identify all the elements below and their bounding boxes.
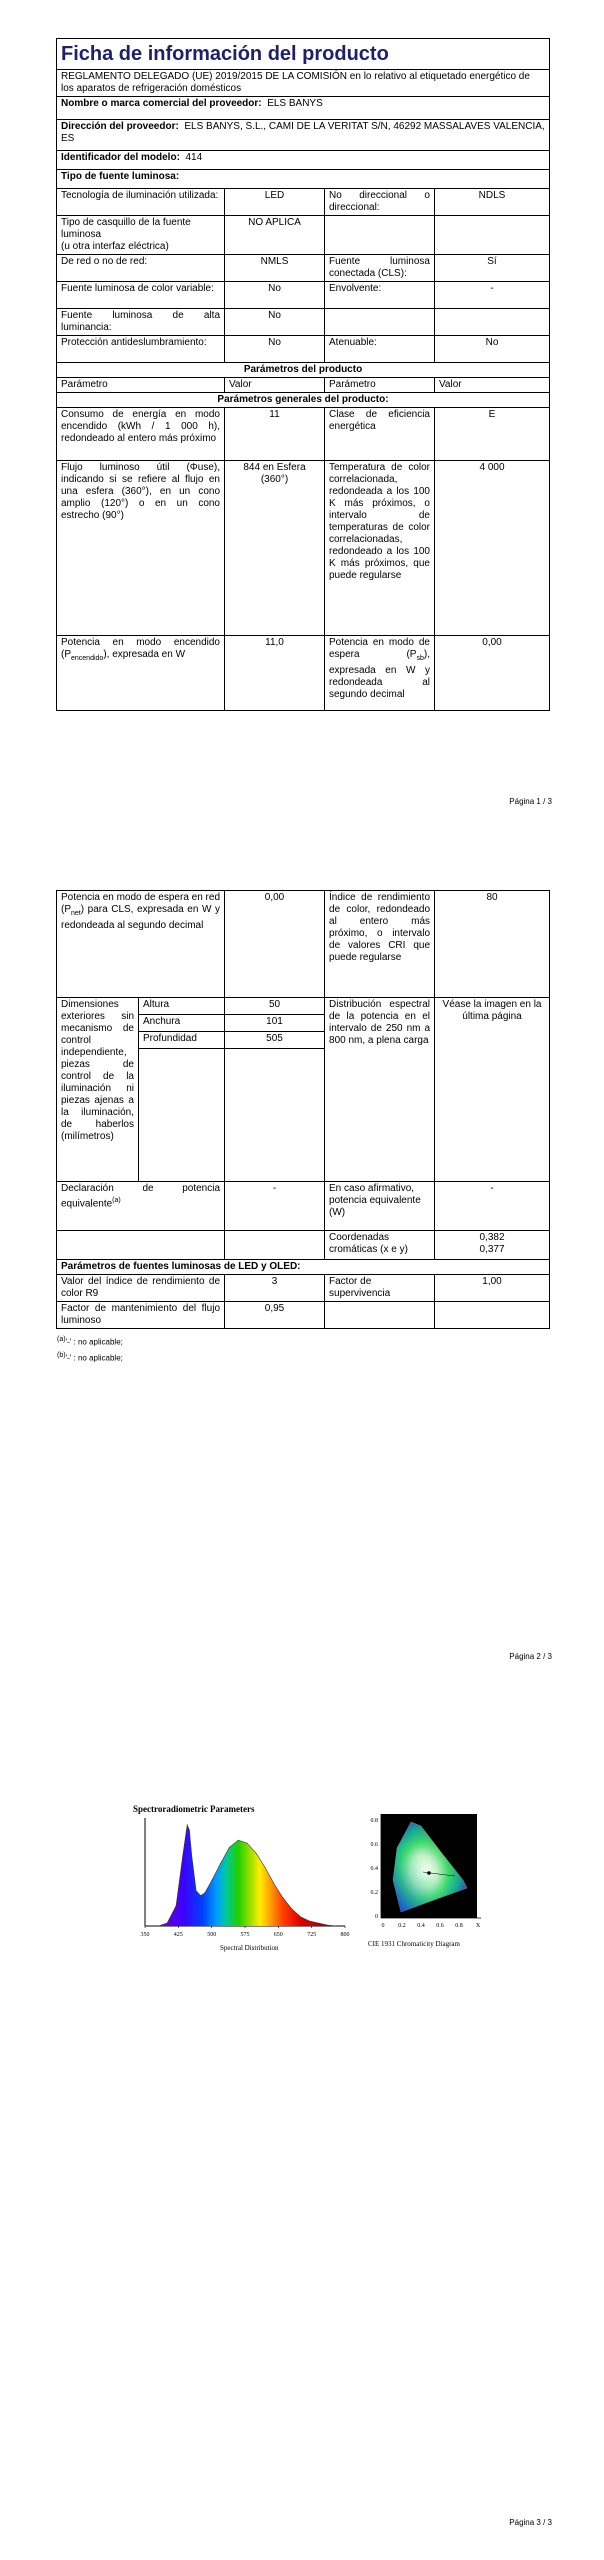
spectrum-point xyxy=(318,1923,319,1924)
spectrum-point xyxy=(158,1926,159,1927)
spectral-label: Distribución espectral de la potencia en el intervalo de 250 nm a 800 nm, a plena carga xyxy=(325,998,435,1182)
dimmable-label: Atenuable: xyxy=(325,336,435,363)
spectrum-title: Spectroradiometric Parameters xyxy=(133,1804,255,1814)
cie-x-tick-label: 0.6 xyxy=(436,1923,444,1929)
footnote-b xyxy=(57,1350,123,1365)
lumen-maint-label: Factor de mantenimiento del flujo luminoso xyxy=(57,1302,225,1329)
page-number: Página 3 / 3 xyxy=(509,2518,552,2527)
col-value-header-2: Valor xyxy=(435,378,550,393)
empty-cell xyxy=(139,1049,225,1182)
footnote-a-text: '-' : no aplicable; xyxy=(65,1337,123,1347)
page-title: Ficha de información del producto xyxy=(57,39,550,70)
cie-caption: CIE 1931 Chromaticity Diagram xyxy=(368,1940,460,1948)
general-params-heading: Parámetros generales del producto: xyxy=(57,393,550,408)
cap-label-text: Tipo de casquillo de la fuente luminosa xyxy=(61,217,191,240)
chromaticity-point xyxy=(427,1871,431,1875)
footnote-a-mark: (a) xyxy=(57,1336,66,1343)
empty-cell xyxy=(435,216,550,255)
light-source-heading: Tipo de fuente luminosa: xyxy=(57,170,550,189)
high-luminance-label: Fuente luminosa de alta luminancia: xyxy=(57,309,225,336)
net-standby-label xyxy=(57,891,225,998)
supplier-address-label: Dirección del proveedor: xyxy=(61,121,179,132)
chroma-x: 0,382 xyxy=(479,1232,505,1243)
spectrum-point xyxy=(189,1830,190,1831)
cie-y-tick-label: 0.6 xyxy=(370,1842,378,1848)
x-tick-label: 725 xyxy=(307,1932,317,1938)
energy-value: 11 xyxy=(225,408,325,461)
spectrum-point xyxy=(220,1863,221,1864)
cie-x-tick-label: 0 xyxy=(381,1923,385,1929)
cie-y-tick-label: 0.8 xyxy=(370,1818,378,1824)
cie-y-tick-label: 0 xyxy=(375,1914,378,1920)
colour-value: No xyxy=(225,282,325,309)
equiv-w-label: En caso afirmativo, potencia equivalente (W) xyxy=(325,1182,435,1231)
spectrum-point xyxy=(336,1926,337,1927)
net-standby-label-text: Potencia en modo de espera en red (P xyxy=(61,892,221,915)
power-on-value: 11,0 xyxy=(225,636,325,711)
empty-cell xyxy=(325,216,435,255)
cap-value: NO APLICA xyxy=(225,216,325,255)
empty-cell xyxy=(225,1231,325,1260)
glare-value: No xyxy=(225,336,325,363)
cie-x-tick-label: 0.4 xyxy=(417,1923,425,1929)
model-label: Identificador del modelo: xyxy=(61,152,180,163)
model-row xyxy=(57,151,550,170)
cie-x-tick-label: X xyxy=(475,1923,481,1929)
r9-value: 3 xyxy=(225,1275,325,1302)
cct-label: Temperatura de color correlacionada, redondeada a los 100 K más próximos, o intervalo de temperaturas de color correlacionadas, redondeado a los 100 K más próximos, que puede regularse xyxy=(325,461,435,636)
power-on-label xyxy=(57,636,225,711)
lumen-maint-value: 0,95 xyxy=(225,1302,325,1329)
cct-value: 4 000 xyxy=(435,461,550,636)
spectrum-point xyxy=(247,1843,248,1844)
supplier-address-row xyxy=(57,120,550,151)
flux-label: Flujo luminoso útil (Φuse), indicando si se refiere al flujo en una esfera (360°), en un cono amplio (120°) o en un cono estrecho (90°) xyxy=(57,461,225,636)
cie-x-tick-label: 0.8 xyxy=(455,1923,463,1929)
flux-value: 844 en Esfera (360°) xyxy=(225,461,325,636)
spectrum-point xyxy=(200,1895,201,1896)
empty-cell xyxy=(225,1049,325,1182)
empty-cell xyxy=(325,309,435,336)
cap-label xyxy=(57,216,225,255)
supplier-name-row xyxy=(57,97,550,120)
high-luminance-value: No xyxy=(225,309,325,336)
power-on-label-text: Potencia en modo encendido (P xyxy=(61,637,220,660)
chroma-label: Coordenadas cromáticas (x e y) xyxy=(325,1231,435,1260)
spectrum-point xyxy=(205,1892,206,1893)
tech-label: Tecnología de iluminación utilizada: xyxy=(57,189,225,216)
spectral-value: Véase la imagen en la última página xyxy=(435,998,550,1182)
product-info-table xyxy=(56,38,550,711)
spectrum-xlabel: Spectral Distribution xyxy=(220,1944,279,1952)
spectrum-point xyxy=(191,1855,192,1856)
spectrum-point xyxy=(291,1908,292,1909)
chroma-value xyxy=(435,1231,550,1260)
dimmable-value: No xyxy=(435,336,550,363)
x-tick-label: 425 xyxy=(173,1932,183,1938)
energy-label: Consumo de energía en modo encendido (kWh / 1 000 h), redondeado al entero más próximo xyxy=(57,408,225,461)
spectrum-point xyxy=(196,1890,197,1891)
cri-value: 80 xyxy=(435,891,550,998)
footnote-b-mark: (b) xyxy=(57,1352,66,1359)
class-value: E xyxy=(435,408,550,461)
spectrum-point xyxy=(167,1923,168,1924)
mains-value: NMLS xyxy=(225,255,325,282)
height-label: Altura xyxy=(139,998,225,1015)
standby-sub: sb xyxy=(416,655,424,662)
net-standby-value: 0,00 xyxy=(225,891,325,998)
spectrum-point xyxy=(182,1855,183,1856)
page-2 xyxy=(0,845,604,1690)
spectrum-point xyxy=(274,1883,275,1884)
nondir-label: No direccional o direccional: xyxy=(325,189,435,216)
page-number: Página 1 / 3 xyxy=(509,797,552,806)
product-params-continued-table xyxy=(56,890,550,1329)
cie-y-tick-label: 0.4 xyxy=(370,1866,378,1872)
col-param-header-2: Parámetro xyxy=(325,378,435,393)
cie-x-tick-label: 0.2 xyxy=(398,1923,406,1929)
spectral-distribution-chart xyxy=(135,1816,355,1941)
col-param-header: Parámetro xyxy=(57,378,225,393)
spectrum-point xyxy=(300,1917,301,1918)
spectrum-point xyxy=(265,1867,266,1868)
empty-cell xyxy=(57,1231,225,1260)
spectrum-point xyxy=(211,1880,212,1881)
net-standby-label-end: ) para CLS, expresada en W y redondeada al segundo decimal xyxy=(61,904,221,931)
x-tick-label: 500 xyxy=(207,1932,217,1938)
cie-y-tick-label: 0.2 xyxy=(370,1890,378,1896)
spectrum-point xyxy=(282,1897,283,1898)
width-label: Anchura xyxy=(139,1015,225,1032)
standby-label-end: ), expresada en W y redondeada al segundo decimal xyxy=(329,649,430,700)
survival-label: Factor de supervivencia xyxy=(325,1275,435,1302)
empty-cell xyxy=(325,1302,435,1329)
cri-label: Índice de rendimiento de color, redondeado al entero más próximo, o intervalo de valores CRI que puede regularse xyxy=(325,891,435,998)
power-on-sub: encendido xyxy=(71,655,104,662)
cie-y-tick-labels xyxy=(371,1818,379,1920)
net-standby-sub: net xyxy=(71,910,81,917)
spectrum-point xyxy=(187,1825,188,1826)
regulation-text: REGLAMENTO DELEGADO (UE) 2019/2015 DE LA COMISIÓN en lo relativo al etiquetado energético de los aparatos de refrigeración domésticos xyxy=(57,70,550,97)
product-params-heading: Parámetros del producto xyxy=(57,363,550,378)
x-tick-labels xyxy=(141,1926,350,1938)
model-value: 414 xyxy=(185,152,203,163)
spectrum-point xyxy=(327,1925,328,1926)
page-1 xyxy=(0,0,604,845)
empty-cell xyxy=(435,1302,550,1329)
depth-value: 505 xyxy=(225,1032,325,1049)
connected-value: Sí xyxy=(435,255,550,282)
spectrum-point xyxy=(229,1847,230,1848)
depth-label: Profundidad xyxy=(139,1032,225,1049)
width-value: 101 xyxy=(225,1015,325,1032)
supplier-name-label: Nombre o marca comercial del proveedor: xyxy=(61,98,262,109)
class-label: Clase de eficiencia energética xyxy=(325,408,435,461)
led-params-heading: Parámetros de fuentes luminosas de LED y OLED: xyxy=(57,1260,550,1275)
chroma-y: 0,377 xyxy=(479,1244,505,1255)
equiv-power-label-text: Declaración de potencia equivalente xyxy=(61,1183,221,1210)
x-tick-label: 650 xyxy=(273,1932,283,1938)
tech-value: LED xyxy=(225,189,325,216)
col-value-header: Valor xyxy=(225,378,325,393)
connected-label: Fuente luminosa conectada (CLS): xyxy=(325,255,435,282)
height-value: 50 xyxy=(225,998,325,1015)
spectrum-point xyxy=(176,1905,177,1906)
x-tick-label: 800 xyxy=(340,1932,350,1938)
envelope-label: Envolvente: xyxy=(325,282,435,309)
cap-label-text-2: (u otra interfaz eléctrica) xyxy=(61,241,169,252)
supplier-address-value: ELS BANYS, S.L., CAMI DE LA VERITAT S/N, 46292 MASSALAVES VALENCIA, ES xyxy=(61,121,545,144)
power-on-label-end: ), expresada en W xyxy=(103,649,186,660)
cie-x-tick-labels xyxy=(382,1923,481,1929)
spectrum-point xyxy=(309,1921,310,1922)
cie-chromaticity-diagram xyxy=(363,1810,488,1940)
spectrum-point xyxy=(238,1840,239,1841)
dimensions-label: Dimensiones exteriores sin mecanismo de control independiente, piezas de control de la iluminación ni piezas ajenas a la iluminación, de haberlos (milímetros) xyxy=(57,998,139,1182)
spectrum-point xyxy=(256,1853,257,1854)
supplier-name-value: ELS BANYS xyxy=(267,98,323,109)
equiv-power-label xyxy=(57,1182,225,1231)
mains-label: De red o no de red: xyxy=(57,255,225,282)
page-3 xyxy=(0,1690,604,2560)
x-tick-label: 350 xyxy=(140,1932,150,1938)
r9-label: Valor del índice de rendimiento de color R9 xyxy=(57,1275,225,1302)
equiv-w-value: - xyxy=(435,1182,550,1231)
standby-label xyxy=(325,636,435,711)
footnote-b-text: '-' : no aplicable; xyxy=(65,1353,123,1363)
standby-value: 0,00 xyxy=(435,636,550,711)
colour-label: Fuente luminosa de color variable: xyxy=(57,282,225,309)
glare-label: Protección antideslumbramiento: xyxy=(57,336,225,363)
nondir-value: NDLS xyxy=(435,189,550,216)
equiv-power-value: - xyxy=(225,1182,325,1231)
empty-cell xyxy=(435,309,550,336)
x-tick-label: 575 xyxy=(240,1932,250,1938)
standby-label-text: Potencia en modo de espera (P xyxy=(329,637,430,660)
page-number: Página 2 / 3 xyxy=(509,1652,552,1661)
survival-value: 1,00 xyxy=(435,1275,550,1302)
footnote-a xyxy=(57,1334,123,1349)
equiv-sup: (a) xyxy=(112,1197,121,1204)
envelope-value: - xyxy=(435,282,550,309)
